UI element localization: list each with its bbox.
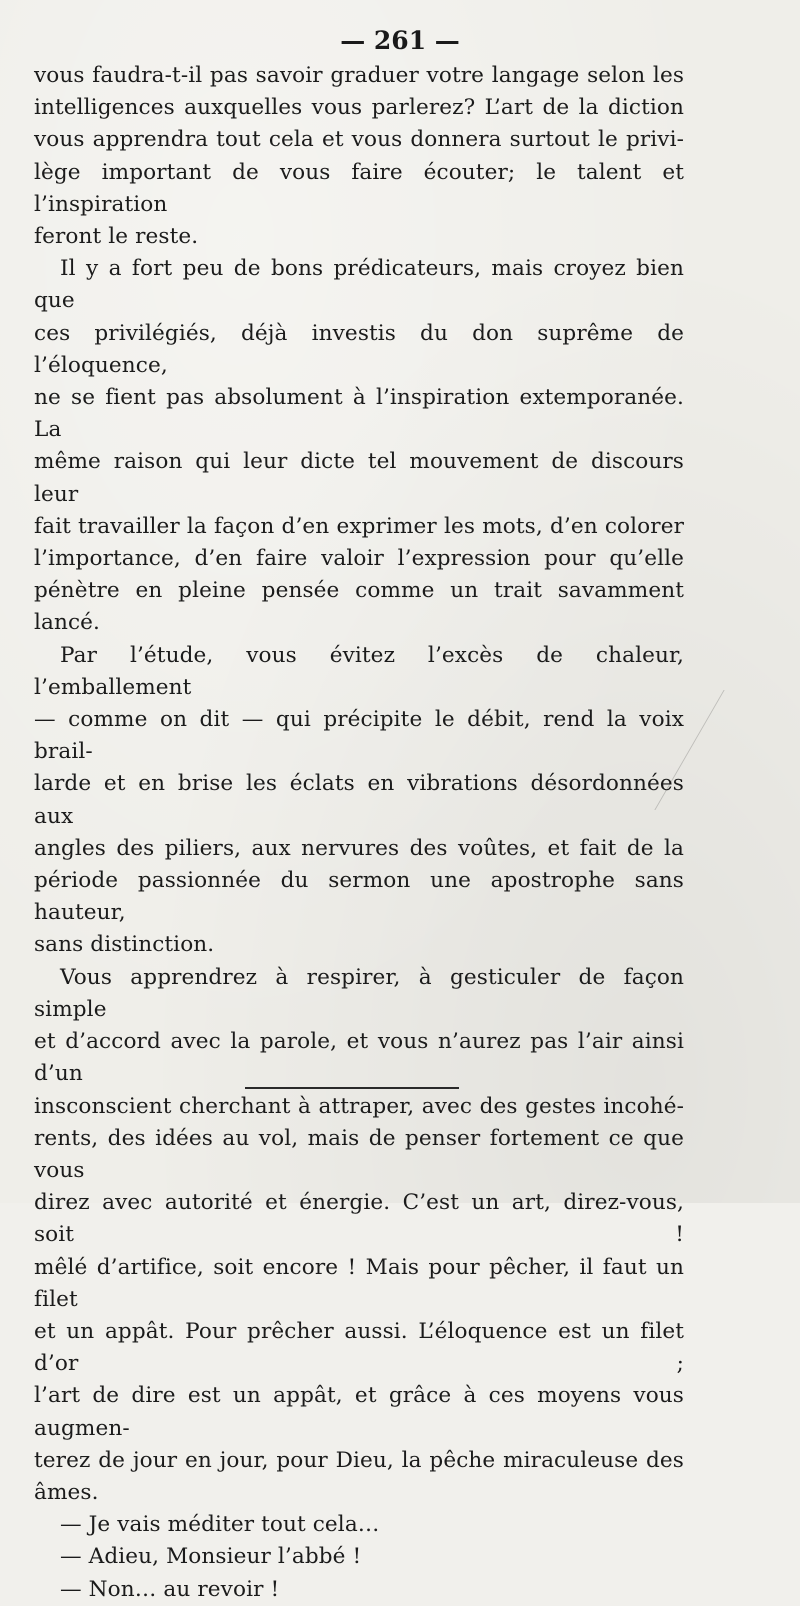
text-line: insconscient cherchant à attraper, avec des gestes incohé- [34,1093,684,1119]
text-line: feront le reste. [34,224,199,250]
text-line: pénètre en pleine pensée comme un trait savamment lancé. [34,578,684,636]
text-line: intelligences auxquelles vous parlerez? L’art de la diction [34,95,684,121]
text-line: vous apprendra tout cela et vous donnera surtout le privi- [34,127,684,153]
text-line: âmes. [34,1479,99,1505]
text-line: — comme on dit — qui précipite le débit, rend la voix brail- [34,707,684,765]
text-line: angles des piliers, aux nervures des voûtes, et fait de la [34,835,684,861]
text-line: Il y a fort peu de bons prédicateurs, mais croyez bien que [34,256,684,314]
page-number: — 261 — [340,26,460,55]
text-line: et un appât. Pour prêcher aussi. L’éloquence est un filet d’or ; [34,1318,684,1377]
text-line: et d’accord avec la parole, et vous n’aurez pas l’air ainsi d’un [34,1029,684,1087]
text-line: l’importance, d’en faire valoir l’expression pour qu’elle [34,546,684,572]
dialogue-line: — Non… au revoir ! [60,1576,280,1602]
text-line: Vous apprendrez à respirer, à gesticuler de façon simple [34,964,684,1022]
text-line: terez de jour en jour, pour Dieu, la pêche miraculeuse des [34,1447,684,1473]
text-line: ces privilégiés, déjà investis du don suprême de l’éloquence, [34,320,684,378]
text-line: même raison qui leur dicte tel mouvement de discours leur [34,449,684,507]
text-line: rents, des idées au vol, mais de penser fortement ce que vous [34,1125,684,1183]
body-text [34,60,684,1606]
text-line: larde et en brise les éclats en vibrations désordonnées aux [34,771,684,829]
text-line: mêlé d’artifice, soit encore ! Mais pour pêcher, il faut un filet [34,1254,684,1312]
section-divider [245,1087,459,1089]
text-line: direz avec autorité et énergie. C’est un art, direz-vous, soit ! [34,1190,684,1248]
dialogue-line: — Adieu, Monsieur l’abbé ! [60,1544,362,1570]
text-line: vous faudra-t-il pas savoir graduer votre langage selon les [34,63,684,88]
text-line: sans distinction. [34,932,215,958]
text-line: l’art de dire est un appât, et grâce à ces moyens vous augmen- [34,1383,684,1441]
text-line: Par l’étude, vous évitez l’excès de chaleur, l’emballement [34,642,684,700]
text-line: ne se fient pas absolument à l’inspiration extemporanée. La [34,385,684,443]
dialogue-line: — Je vais méditer tout cela… [60,1512,380,1538]
text-line: fait travailler la façon d’en exprimer les mots, d’en colorer [34,513,684,539]
text-line: lège important de vous faire écouter; le talent et l’inspiration [34,159,684,217]
text-line: période passionnée du sermon une apostrophe sans hauteur, [34,868,684,926]
